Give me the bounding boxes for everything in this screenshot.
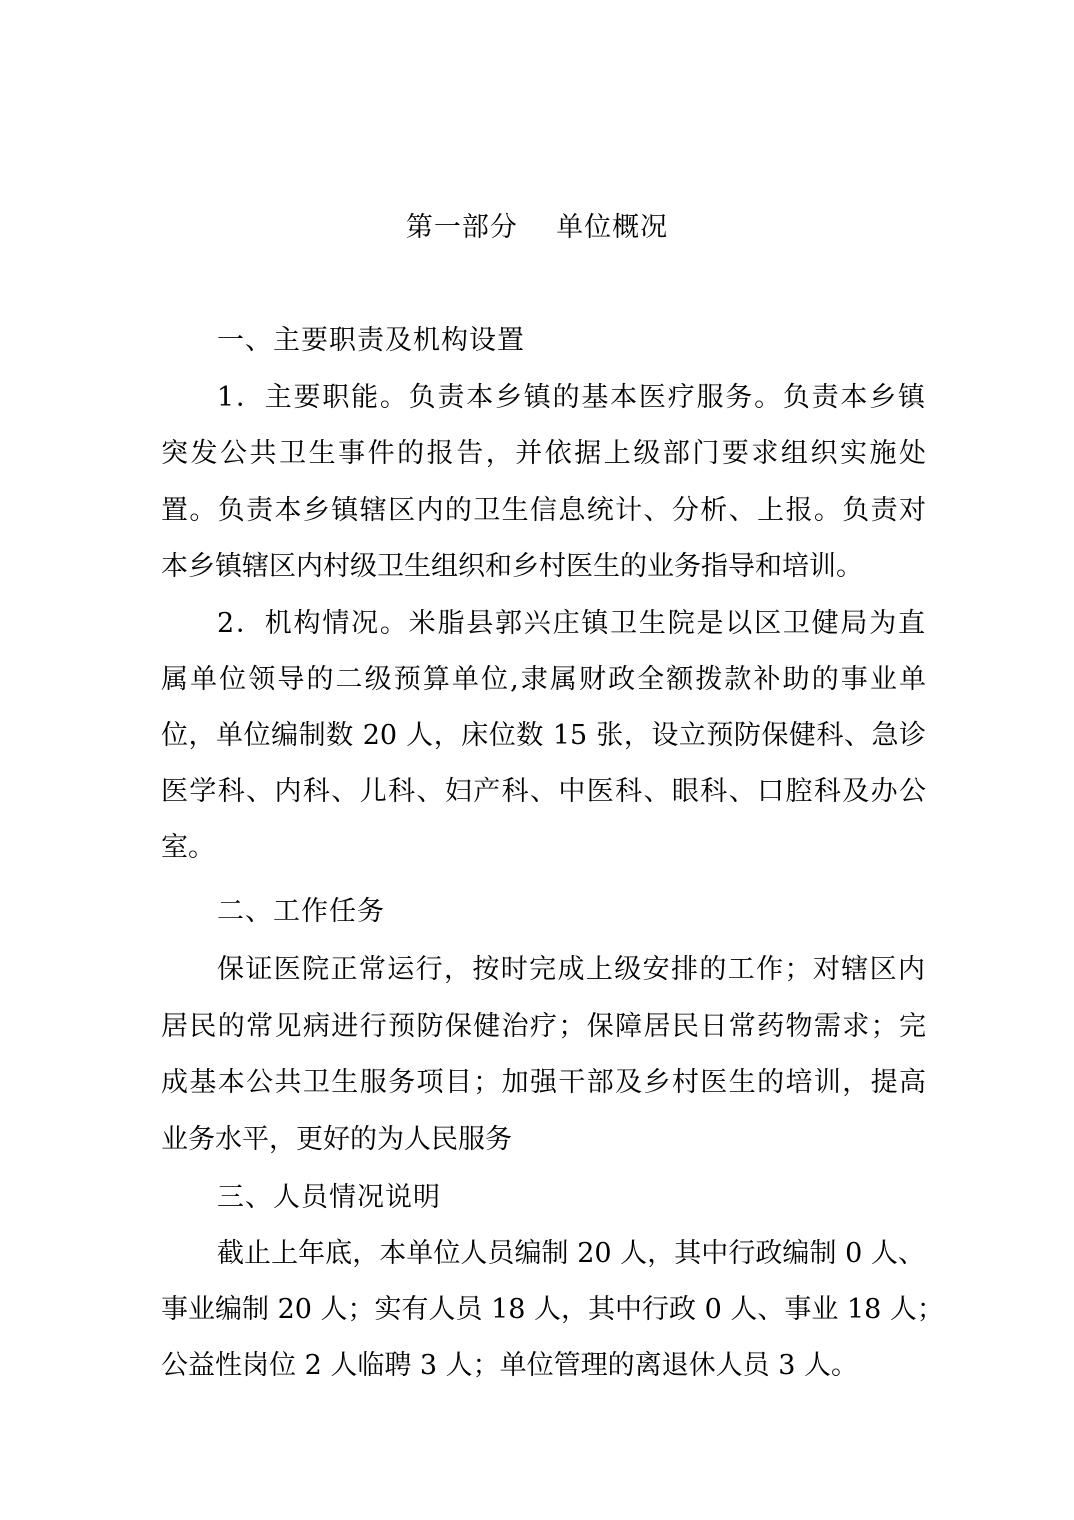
paragraph-line: 突发公共卫生事件的报告，并依据上级部门要求组织实施处	[161, 438, 926, 469]
paragraph-line: 位，单位编制数 20 人，床位数 15 张，设立预防保健科、急诊	[161, 720, 926, 751]
page-title: 第一部分 单位概况	[405, 212, 669, 243]
paragraph-line: 事业编制 20 人；实有人员 18 人，其中行政 0 人、事业 18 人；	[161, 1294, 944, 1325]
paragraph-line: 室。	[161, 832, 215, 863]
section-heading-duties: 一、主要职责及机构设置	[217, 325, 525, 356]
paragraph-line: 居民的常见病进行预防保健治疗；保障居民日常药物需求；完	[161, 1011, 926, 1042]
paragraph-line: 置。负责本乡镇辖区内的卫生信息统计、分析、上报。负责对	[161, 495, 926, 526]
paragraph-line: 保证医院正常运行，按时完成上级安排的工作；对辖区内	[217, 954, 925, 985]
section-heading-tasks: 二、工作任务	[217, 896, 385, 927]
paragraph-line: 截止上年底，本单位人员编制 20 人，其中行政编制 0 人、	[217, 1238, 925, 1269]
section-heading-personnel: 三、人员情况说明	[217, 1182, 441, 1213]
paragraph-line: 成基本公共卫生服务项目；加强干部及乡村医生的培训，提高	[161, 1067, 926, 1098]
paragraph-line: 2．机构情况。米脂县郭兴庄镇卫生院是以区卫健局为直	[217, 608, 925, 639]
paragraph-line: 业务水平，更好的为人民服务	[161, 1124, 512, 1155]
paragraph-line: 1．主要职能。负责本乡镇的基本医疗服务。负责本乡镇	[217, 382, 925, 413]
paragraph-line: 公益性岗位 2 人临聘 3 人；单位管理的离退休人员 3 人。	[161, 1350, 859, 1381]
paragraph-line: 属单位领导的二级预算单位,隶属财政全额拨款补助的事业单	[161, 664, 926, 695]
paragraph-line: 本乡镇辖区内村级卫生组织和乡村医生的业务指导和培训。	[161, 551, 863, 582]
paragraph-line: 医学科、内科、儿科、妇产科、中医科、眼科、口腔科及办公	[161, 776, 926, 807]
